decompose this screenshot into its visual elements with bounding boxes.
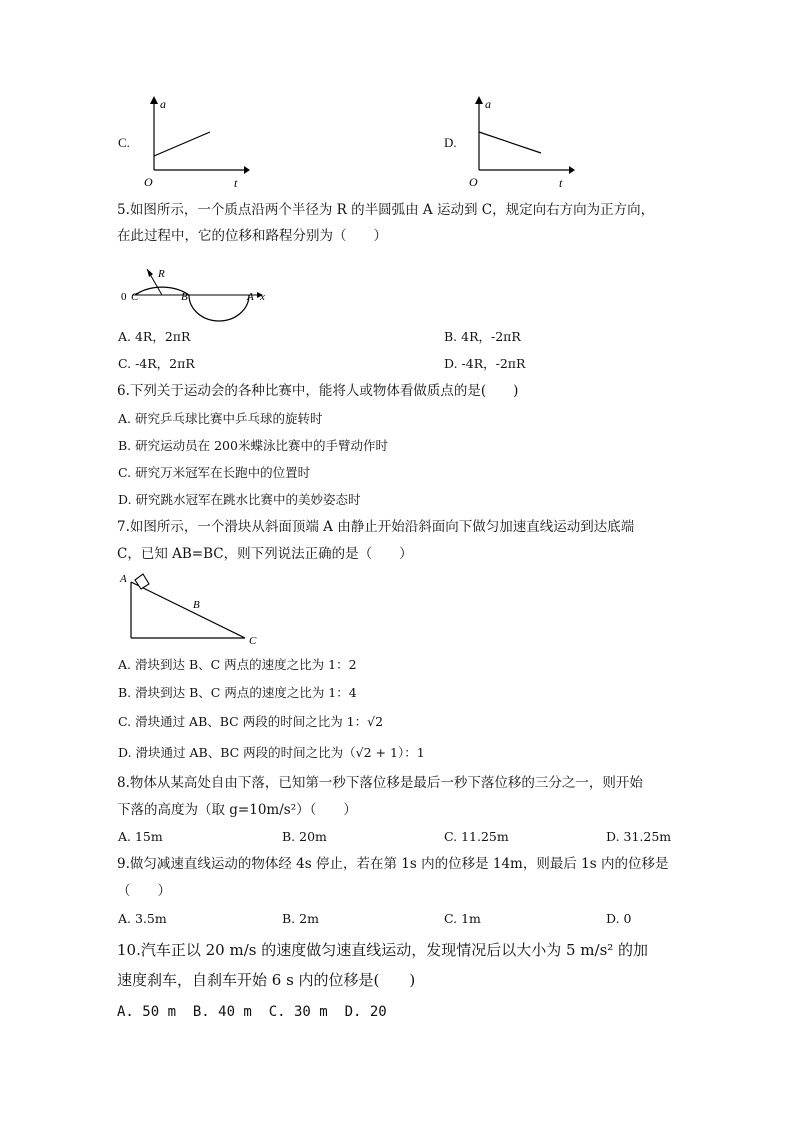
q9-stem-line2: （ ） xyxy=(117,883,171,899)
q6-stem: 6.下列关于运动会的各种比赛中，能将人或物体看做质点的是( ) xyxy=(117,383,519,399)
q5-fig-zero: 0 xyxy=(121,291,127,303)
q5-semicircle-figure xyxy=(117,255,277,327)
q5-option-d[interactable]: D. -4R，-2πR xyxy=(444,356,526,371)
graph-c-x-label: t xyxy=(234,176,238,190)
q10-stem-line1: 10.汽车正以 20 m/s 的速度做匀速直线运动，发现情况后以大小为 5 m/s² 的加 xyxy=(117,941,649,959)
q7-fig-B: B xyxy=(193,599,200,611)
q5-option-b[interactable]: B. 4R，-2πR xyxy=(444,329,521,344)
q5-fig-x: x xyxy=(260,291,265,303)
q7-option-d[interactable]: D. 滑块通过 AB、BC 两段的时间之比为（√2 + 1）：1 xyxy=(118,745,425,760)
q8-option-c[interactable]: C. 11.25m xyxy=(444,829,509,844)
q9-option-d[interactable]: D. 0 xyxy=(606,911,632,926)
q5-fig-R: R xyxy=(158,268,165,280)
q8-stem-line2: 下落的高度为（取 g=10m/s²）（ ） xyxy=(117,802,357,818)
option-c-label: C. xyxy=(118,135,130,150)
q5-option-c[interactable]: C. -4R，2πR xyxy=(118,356,195,371)
q5-fig-B: B xyxy=(181,291,188,303)
q9-option-c[interactable]: C. 1m xyxy=(444,911,481,926)
q6-option-a[interactable]: A. 研究乒乓球比赛中乒乓球的旋转时 xyxy=(118,411,323,426)
graph-d-y-label: a xyxy=(485,97,491,111)
q7-fig-A: A xyxy=(120,573,127,585)
q7-option-b[interactable]: B. 滑块到达 B、C 两点的速度之比为 1：4 xyxy=(118,685,357,700)
q5-fig-A: A xyxy=(247,291,254,303)
q10-stem-line2: 速度刹车，自刹车开始 6 s 内的位移是( ) xyxy=(117,971,416,989)
q9-option-a[interactable]: A. 3.5m xyxy=(118,911,167,926)
graph-d-x-label: t xyxy=(559,176,563,190)
q9-stem-line1: 9.做匀减速直线运动的物体经 4s 停止，若在第 1s 内的位移是 14m，则最后 1s 内的位移是 xyxy=(117,856,669,872)
q8-stem-line1: 8.物体从某高处自由下落，已知第一秒下落位移是最后一秒下落位移的三分之一，则开始 xyxy=(117,775,643,791)
q5-stem-line1: 5.如图所示，一个质点沿两个半径为 R 的半圆弧由 A 运动到 C，规定向右方向为正方向， xyxy=(117,202,655,218)
graph-c-a-t xyxy=(140,92,250,192)
q8-option-b[interactable]: B. 20m xyxy=(282,829,327,844)
q10-options[interactable]: A. 50 m B. 40 m C. 30 m D. 20 xyxy=(117,1004,387,1020)
option-d-label: D. xyxy=(444,135,457,150)
graph-c-origin: O xyxy=(144,175,153,189)
q7-fig-C: C xyxy=(249,635,257,647)
q7-option-a[interactable]: A. 滑块到达 B、C 两点的速度之比为 1：2 xyxy=(118,657,357,672)
graph-d-origin: O xyxy=(469,175,478,189)
q7-incline-figure xyxy=(117,568,267,650)
graph-c-y-label: a xyxy=(160,97,166,111)
q9-option-b[interactable]: B. 2m xyxy=(282,911,319,926)
q6-option-c[interactable]: C. 研究万米冠军在长跑中的位置时 xyxy=(118,465,311,480)
q8-option-a[interactable]: A. 15m xyxy=(118,829,163,844)
q7-stem-line2: C，已知 AB=BC，则下列说法正确的是（ ） xyxy=(117,546,413,562)
q6-option-d[interactable]: D. 研究跳水冠军在跳水比赛中的美妙姿态时 xyxy=(118,492,361,507)
q5-option-a[interactable]: A. 4R，2πR xyxy=(118,329,191,344)
q7-stem-line1: 7.如图所示，一个滑块从斜面顶端 A 由静止开始沿斜面向下做匀加速直线运动到达底端 xyxy=(117,519,635,535)
graph-d-a-t xyxy=(465,92,575,192)
q8-option-d[interactable]: D. 31.25m xyxy=(606,829,672,844)
q5-fig-C: C xyxy=(131,291,139,303)
q5-stem-line2: 在此过程中，它的位移和路程分别为（ ） xyxy=(117,228,387,244)
q7-option-c[interactable]: C. 滑块通过 AB、BC 两段的时间之比为 1：√2 xyxy=(118,714,384,729)
q6-option-b[interactable]: B. 研究运动员在 200米蝶泳比赛中的手臂动作时 xyxy=(118,438,388,453)
